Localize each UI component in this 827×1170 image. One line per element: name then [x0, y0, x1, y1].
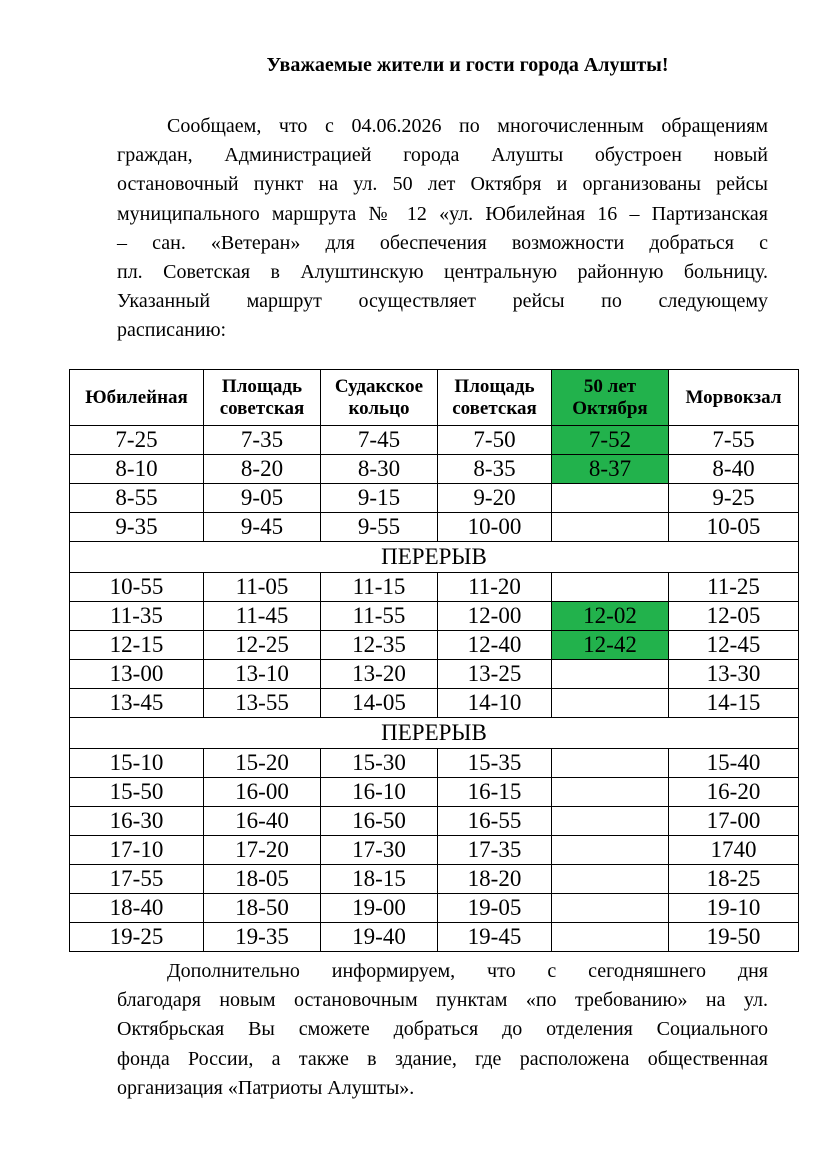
- table-cell: 11-25: [669, 573, 799, 602]
- table-row: [70, 426, 799, 455]
- table-cell: 11-35: [70, 602, 204, 631]
- table-cell: 19-45: [438, 923, 552, 952]
- outro-line: Октябрьская Вы сможете добраться до отделения Социального: [117, 1018, 768, 1041]
- table-cell: 7-50: [438, 426, 552, 455]
- table-cell: 12-35: [321, 631, 438, 660]
- outro-line: фонда России, а также в здание, где расположена общественная: [117, 1047, 768, 1070]
- table-cell: 19-50: [669, 923, 799, 952]
- table-cell: 19-25: [70, 923, 204, 952]
- table-cell: 11-55: [321, 602, 438, 631]
- table-cell: 8-20: [204, 455, 321, 484]
- intro-line: остановочный пункт на ул. 50 лет Октября и организованы рейсы: [117, 173, 768, 196]
- table-row: [70, 923, 799, 952]
- table-cell: [552, 894, 669, 923]
- table-cell: 16-50: [321, 807, 438, 836]
- table-cell: 18-40: [70, 894, 204, 923]
- table-cell: 10-00: [438, 513, 552, 542]
- table-cell: 8-30: [321, 455, 438, 484]
- table-cell: 10-55: [70, 573, 204, 602]
- table-cell: 9-20: [438, 484, 552, 513]
- table-cell: [552, 778, 669, 807]
- intro-line: пл. Советская в Алуштинскую центральную районную больницу.: [117, 261, 768, 284]
- table-cell: 15-35: [438, 749, 552, 778]
- table-cell: 14-15: [669, 689, 799, 718]
- table-cell: 15-20: [204, 749, 321, 778]
- table-cell: 9-45: [204, 513, 321, 542]
- table-cell: 13-30: [669, 660, 799, 689]
- table-cell: 9-35: [70, 513, 204, 542]
- header-cell: Морвокзал: [669, 370, 799, 426]
- table-cell: [552, 749, 669, 778]
- table-row: [70, 660, 799, 689]
- table-cell: 14-10: [438, 689, 552, 718]
- table-cell: 15-10: [70, 749, 204, 778]
- table-cell: 16-55: [438, 807, 552, 836]
- intro-line: Указанный маршрут осуществляет рейсы по следующему: [117, 290, 768, 313]
- table-cell: 18-50: [204, 894, 321, 923]
- outro-line: благодаря новым остановочным пунктам «по требованию» на ул.: [117, 989, 768, 1012]
- table-cell: 19-35: [204, 923, 321, 952]
- table-row: [70, 807, 799, 836]
- table-cell: [552, 807, 669, 836]
- table-cell: 11-15: [321, 573, 438, 602]
- intro-line: граждан, Администрацией города Алушты обустроен новый: [117, 144, 768, 167]
- table-row: [70, 778, 799, 807]
- table-cell: 8-10: [70, 455, 204, 484]
- intro-line: – сан. «Ветеран» для обеспечения возможности добраться с: [117, 231, 768, 254]
- break-label: ПЕРЕРЫВ: [70, 718, 799, 749]
- table-cell: 12-00: [438, 602, 552, 631]
- table-row: [70, 455, 799, 484]
- table-cell: 19-10: [669, 894, 799, 923]
- header-row: [70, 370, 799, 426]
- outro-paragraph: [117, 957, 768, 1103]
- table-cell: 8-40: [669, 455, 799, 484]
- table-cell: [552, 865, 669, 894]
- table-cell: 7-45: [321, 426, 438, 455]
- table-cell: 17-20: [204, 836, 321, 865]
- header-cell: Площадь советская: [204, 370, 321, 426]
- table-cell: 15-50: [70, 778, 204, 807]
- header-cell-highlighted: 50 лет Октября: [552, 370, 669, 426]
- table-row: [70, 865, 799, 894]
- header-cell: Юбилейная: [70, 370, 204, 426]
- table-row: [70, 513, 799, 542]
- table-cell: 12-45: [669, 631, 799, 660]
- table-cell: 19-40: [321, 923, 438, 952]
- table-cell: 11-05: [204, 573, 321, 602]
- table-cell: 9-55: [321, 513, 438, 542]
- table-cell: [552, 836, 669, 865]
- table-cell: 13-45: [70, 689, 204, 718]
- table-row: [70, 749, 799, 778]
- schedule-table: [69, 369, 799, 952]
- table-cell: 16-00: [204, 778, 321, 807]
- table-cell: 12-05: [669, 602, 799, 631]
- table-cell: [552, 660, 669, 689]
- table-cell: 1740: [669, 836, 799, 865]
- table-cell: [552, 923, 669, 952]
- schedule-body: [70, 426, 799, 952]
- table-cell: 9-15: [321, 484, 438, 513]
- table-cell: 16-10: [321, 778, 438, 807]
- table-cell: 12-25: [204, 631, 321, 660]
- table-cell: 19-00: [321, 894, 438, 923]
- table-cell: 17-30: [321, 836, 438, 865]
- table-cell: 12-40: [438, 631, 552, 660]
- table-row: [70, 573, 799, 602]
- table-cell: 19-05: [438, 894, 552, 923]
- intro-line: муниципального маршрута № 12 «ул. Юбилейная 16 – Партизанская: [117, 202, 768, 225]
- outro-line: Дополнительно информируем, что с сегодняшнего дня: [167, 960, 768, 982]
- break-row: [70, 718, 799, 749]
- table-row: [70, 689, 799, 718]
- table-cell: 8-35: [438, 455, 552, 484]
- table-cell: 11-45: [204, 602, 321, 631]
- table-cell: 18-15: [321, 865, 438, 894]
- table-row: [70, 484, 799, 513]
- intro-line: Сообщаем, что с 04.06.2026 по многочисленным обращениям: [167, 115, 768, 137]
- table-cell: 16-30: [70, 807, 204, 836]
- table-row: [70, 836, 799, 865]
- header-cell: Судакское кольцо: [321, 370, 438, 426]
- table-cell: 18-25: [669, 865, 799, 894]
- table-cell: [552, 484, 669, 513]
- table-cell: 17-10: [70, 836, 204, 865]
- table-cell: [552, 573, 669, 602]
- page-title: Уважаемые жители и гости города Алушты!: [266, 54, 669, 76]
- table-cell: 12-42: [552, 631, 669, 660]
- table-row: [70, 894, 799, 923]
- table-cell: 9-25: [669, 484, 799, 513]
- outro-line: организация «Патриоты Алушты».: [117, 1076, 415, 1099]
- table-cell: 7-52: [552, 426, 669, 455]
- table-cell: 12-15: [70, 631, 204, 660]
- table-cell: 17-35: [438, 836, 552, 865]
- table-cell: 16-20: [669, 778, 799, 807]
- table-cell: 16-15: [438, 778, 552, 807]
- table-cell: 13-20: [321, 660, 438, 689]
- table-cell: 15-30: [321, 749, 438, 778]
- table-row: [70, 631, 799, 660]
- table-cell: 13-25: [438, 660, 552, 689]
- table-cell: 14-05: [321, 689, 438, 718]
- table-cell: [552, 689, 669, 718]
- table-cell: 15-40: [669, 749, 799, 778]
- table-cell: 7-25: [70, 426, 204, 455]
- table-cell: 11-20: [438, 573, 552, 602]
- table-cell: 13-00: [70, 660, 204, 689]
- table-cell: 13-55: [204, 689, 321, 718]
- table-cell: 12-02: [552, 602, 669, 631]
- table-cell: 17-00: [669, 807, 799, 836]
- table-cell: 8-37: [552, 455, 669, 484]
- table-cell: 7-55: [669, 426, 799, 455]
- table-row: [70, 602, 799, 631]
- table-cell: 13-10: [204, 660, 321, 689]
- table-cell: 17-55: [70, 865, 204, 894]
- table-cell: 9-05: [204, 484, 321, 513]
- table-cell: 18-05: [204, 865, 321, 894]
- break-row: [70, 542, 799, 573]
- table-cell: 16-40: [204, 807, 321, 836]
- break-label: ПЕРЕРЫВ: [70, 542, 799, 573]
- intro-line: расписанию:: [117, 319, 227, 342]
- table-cell: 7-35: [204, 426, 321, 455]
- header-cell: Площадь советская: [438, 370, 552, 426]
- table-cell: [552, 513, 669, 542]
- table-cell: 10-05: [669, 513, 799, 542]
- table-cell: 18-20: [438, 865, 552, 894]
- table-cell: 8-55: [70, 484, 204, 513]
- intro-paragraph: [117, 112, 768, 346]
